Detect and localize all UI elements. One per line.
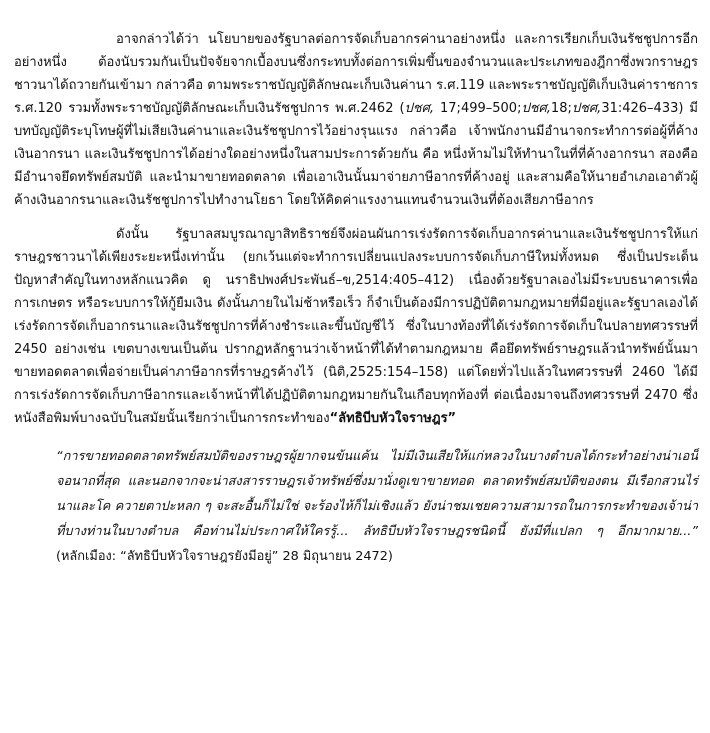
citation-text: 17;499–500; xyxy=(434,101,522,116)
citation-text: 18; xyxy=(550,101,572,116)
paragraph-text: อาจกล่าวได้ว่า นโยบายของรัฐบาลต่อการจัดเก็บอากรค่านาอย่างหนึ่ง และการเรียกเก็บเงินรัชชูปการอีกอย่างหนึ่ง ต้องนับรวมกันเป็นปัจจัยจากเบื้องบนซึ่งกระทบทั้งต่อการเพิ่มขึ้นของจำนวนและประเภทของฎีกาซึ่งพวกราษฎรชาวนาได้ถวายกันเข้ามา กล่าวคือ ตามพระราชบัญญัติลักษณะเก็บเงินค่านา ร.ศ.119 และพระราชบัญญัติเก็บเงินค่าราชการ ร.ศ.120 รวมทั้งพระราชบัญญัติลักษณะเก็บเงินรัชชูปการ พ.ศ.2462 ( xyxy=(14,32,698,116)
paragraph xyxy=(14,28,698,212)
paragraph xyxy=(14,223,698,430)
paragraph-text: ดังนั้น รัฐบาลสมบูรณาญาสิทธิราชย์จึงผ่อนผันการเร่งรัดการจัดเก็บอากรค่านาและเงินรัชชูปการให้แก่ราษฎรชาวนาได้เพียงระยะหนึ่งเท่านั้น (ยกเว้นแต่จะทำการเปลี่ยนแปลงระบบการจัดเก็บภาษีใหม่ทั้งหมด ซึ่งเป็นประเด็นปัญหาสำคัญในทางหลักแนวคิด ดู นราธิปพงศ์ประพันธ์–ข,2514:405–412) เนื่องด้วยรัฐบาลเองไม่มีระบบธนาคารเพื่อการเกษตร หรือระบบการให้กู้ยืมเงิน ดังนั้นภายในไม่ช้าหรือเร็ว ก็จำเป็นต้องมีการปฏิบัติตามกฎหมายที่มีอยู่และรัฐบาลเองได้เร่งรัดการจัดเก็บอากรนาและเงินรัชชูปการที่ค้างชำระและขึ้นบัญชีไว้ ซึ่งในบางท้องที่ได้เร่งรัดการจัดเก็บในปลายทศวรรษที่ 2450 อย่างเช่น เขตบางเขนเป็นต้น ปรากฏหลักฐานว่าเจ้าหน้าที่ได้ทำตามกฎหมาย คือยึดทรัพย์ราษฎรแล้วนำทรัพย์นั้นมาขายทอดตลาดเพื่อจ่ายเป็นค่าภาษีอากรที่ราษฎรค้างไว้ (นิติ,2525:154–158) แต่โดยทั่วไปแล้วในทศวรรษที่ 2460 ได้มีการเร่งรัดการจัดเก็บภาษีอากรและเจ้าหน้าที่ได้ปฏิบัติตามกฎหมายกันในเกือบทุกท้องที่ ต่อเนื่องมาจนถึงทศวรรษที่ 2470 ซึ่งหนังสือพิมพ์บางฉบับในสมัยนั้นเรียกว่าเป็นการกระทำของ xyxy=(14,227,698,426)
citation-abbrev: ปชศ, xyxy=(404,101,435,116)
quote-text: “การขายทอดตลาดทรัพย์สมบัติของราษฎรผู้ยากจนข้นแค้น ไม่มีเงินเสียให้แก่หลวงในบางตำบลได้กระทำอย่างน่าเอน็จอนาถที่สุด และนอกจากจะน่าสงสารราษฎรเจ้าทรัพย์ซึ่งมานั่งดูเขาขายทอด ตลาดทรัพย์สมบัติของตน มีเรือกสวนไร่นาและโค ควายตาปะหลก ๆ จะสะอื้นก็ไม่ใช่ จะร้องไห้ก็ไม่เชิงแล้ว ยังน่าชมเชยความสามารถในการกระทำของเจ้าน่าที่บางท่านในบางตำบล คือท่านไม่ประกาศให้ใครรู้... ลัทธิบีบหัวใจราษฎรชนิดนี้ ยังมีที่แปลก ๆ อีกมากมาย...” xyxy=(56,449,698,539)
quote-source: (หลักเมือง: “ลัทธิบีบหัวใจราษฎรยังมีอยู่” 28 มิถุนายน 2472) xyxy=(56,549,393,564)
block-quote xyxy=(56,444,698,569)
citation-abbrev: ปชศ, xyxy=(521,101,551,116)
emphasized-phrase: “ลัทธิบีบหัวใจราษฎร” xyxy=(329,411,457,426)
citation-abbrev: ปชศ, xyxy=(571,101,602,116)
paragraph-text: 31:426–433) มีบทบัญญัติระบุโทษผู้ที่ไม่เสียเงินค่านาและเงินรัชชูปการไว้อย่างรุนแรง กล่าวคือ เจ้าพนักงานมีอำนาจกระทำการต่อผู้ที่ค้างเงินอากรนา และเงินรัชชูปการได้อย่างใดอย่างหนึ่งในสามประการด้วยกัน คือ หนึ่งห้ามไม่ให้ทำนาในที่ที่ค้างอากรนา สองคือมีอำนาจยึดทรัพย์สมบัติ และนำมาขายทอดตลาด เพื่อเอาเงินนั้นมาจ่ายภาษีอากรที่ค้างอยู่ และสามคือให้นายอำเภอเอาตัวผู้ค้างเงินอากรนาและเงินรัชชูปการไปทำงานโยธา โดยให้คิดค่าแรงงานแทนจำนวนเงินที่ต้องเสียภาษีอากร xyxy=(14,101,699,208)
